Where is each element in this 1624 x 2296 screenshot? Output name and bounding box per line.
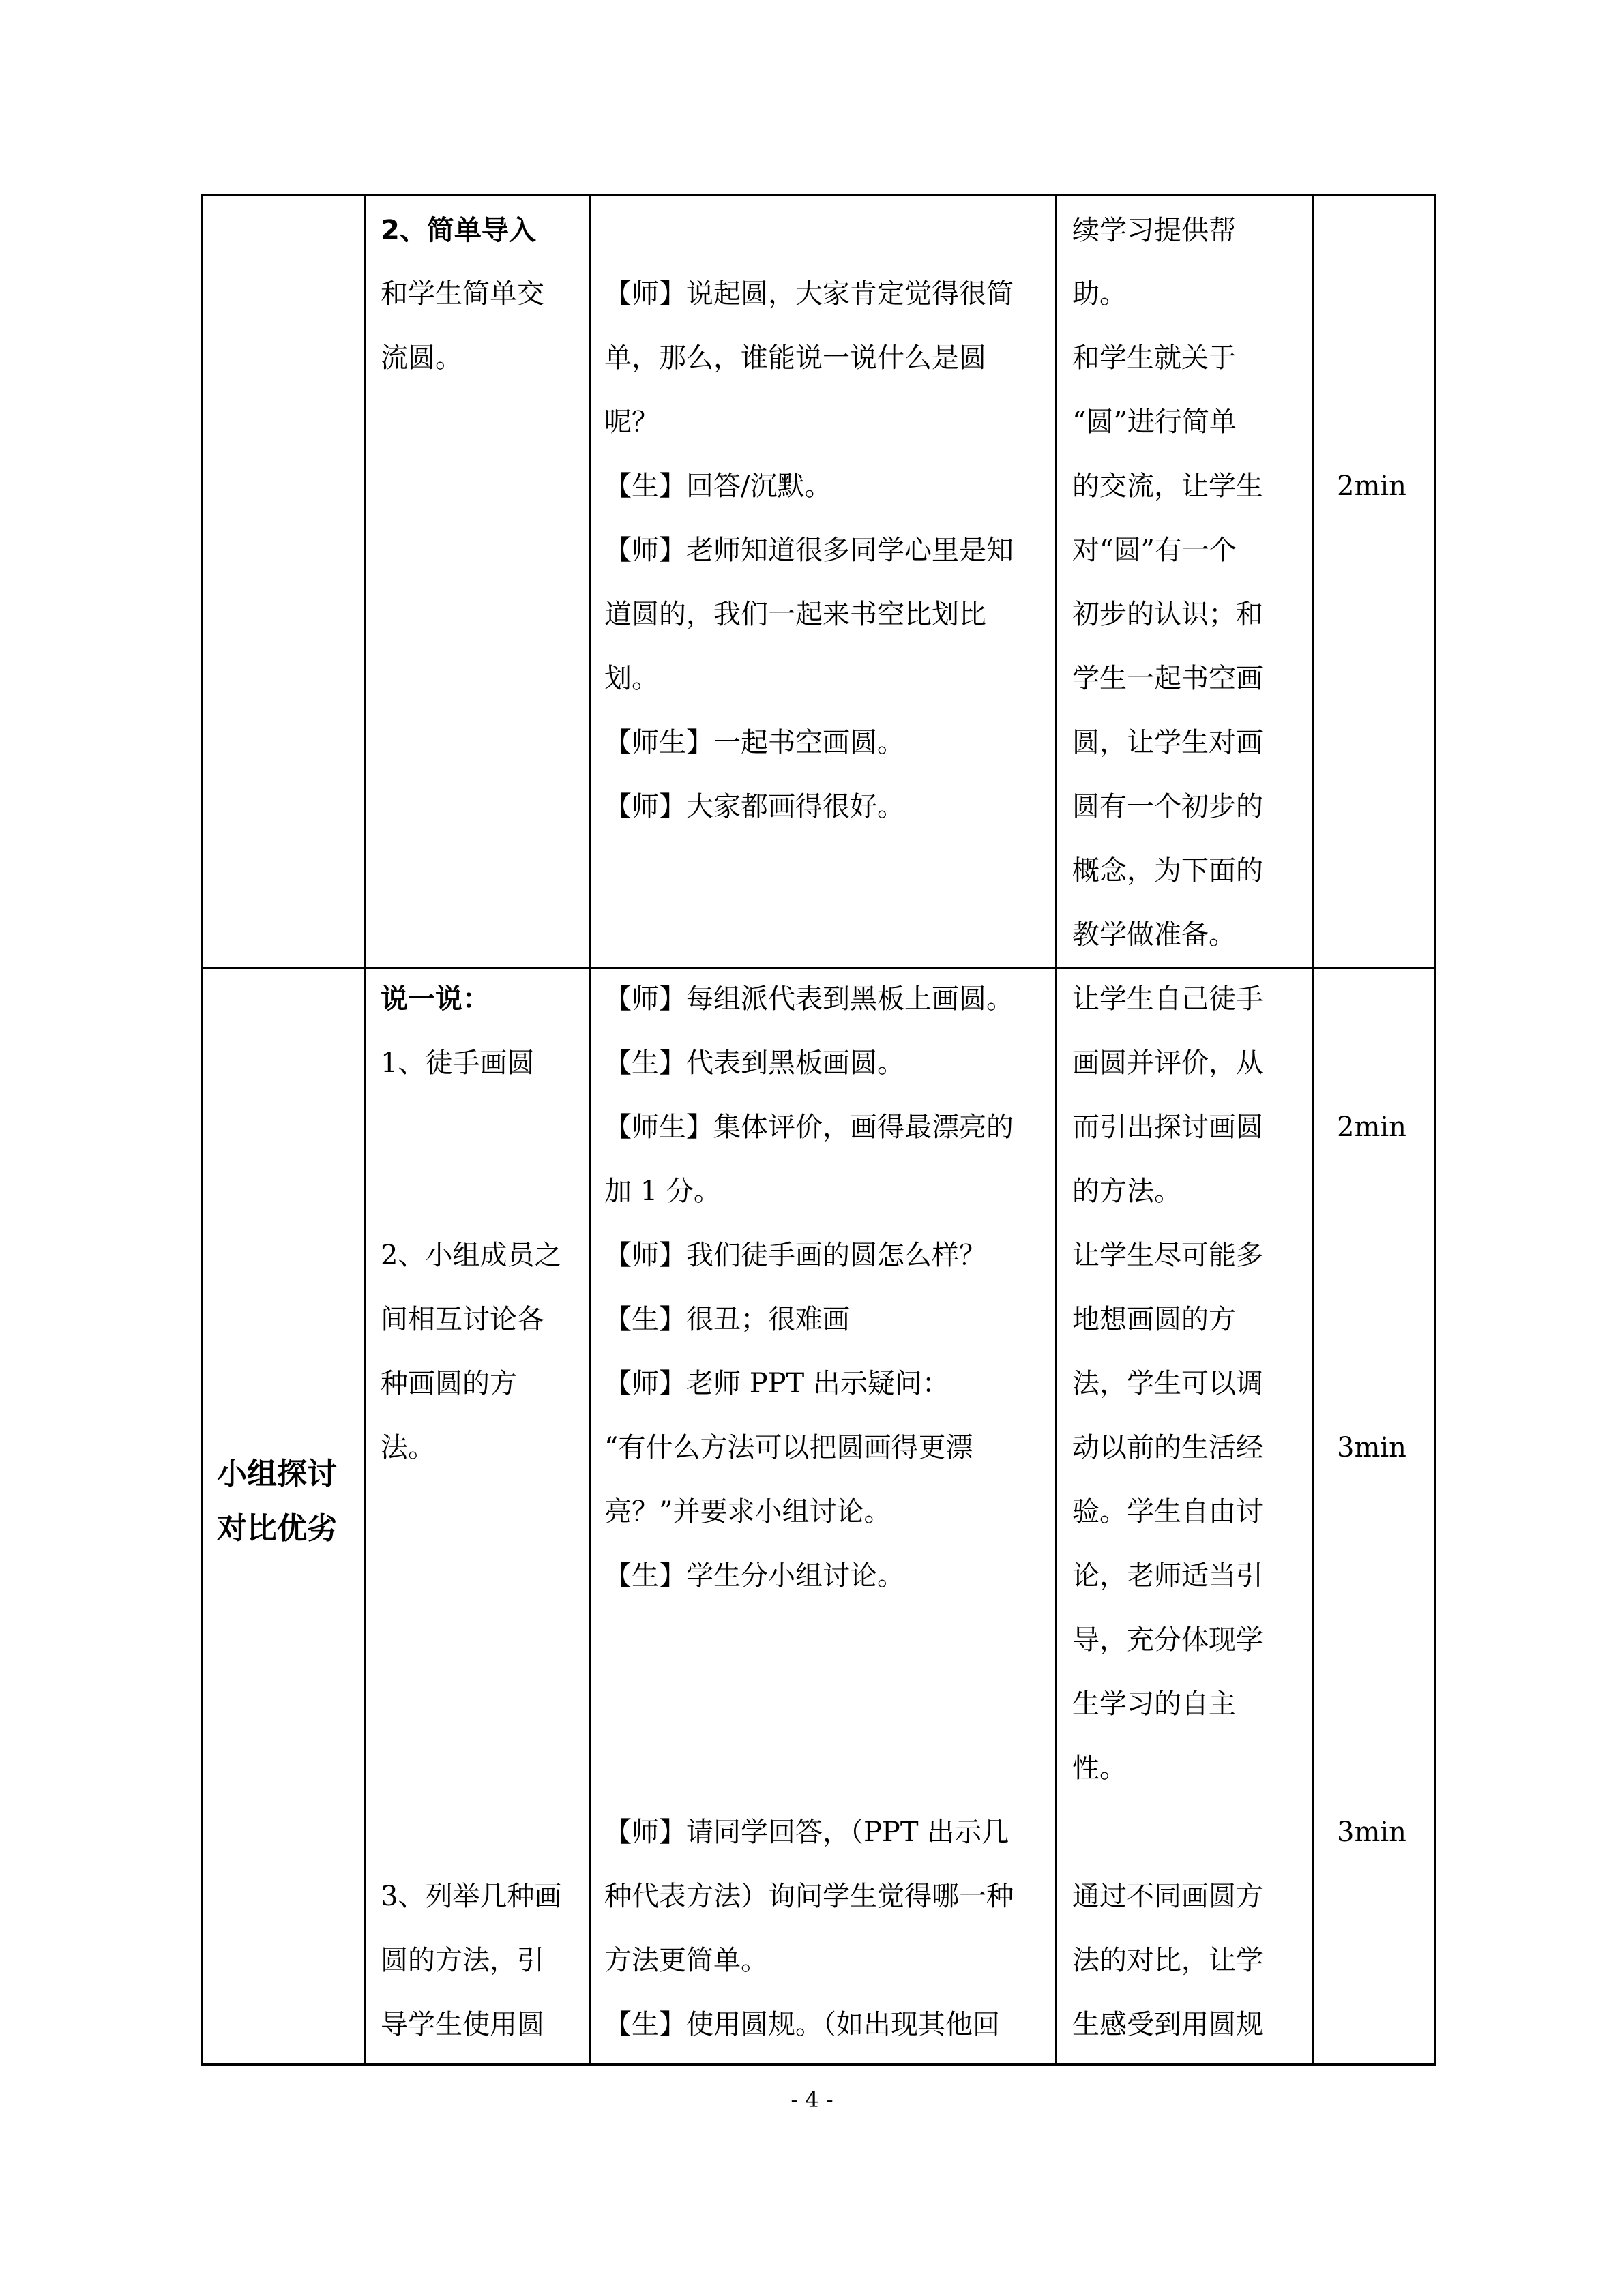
row2-intent-line: 通过不同画圆方 [1072, 1881, 1263, 1912]
row2-activity-line: 【生】学生分小组讨论。 [604, 1560, 904, 1592]
row1-activity-line: 【师生】一起书空画圆。 [604, 727, 904, 758]
row2-activity-line: 方法更简单。 [604, 1945, 768, 1976]
row1-time: 2min [1337, 471, 1406, 502]
row2-stage-line: 小组探讨 [217, 1457, 337, 1491]
row1-intent-line: 教学做准备。 [1072, 919, 1236, 951]
row1-content-title: 2、简单导入 [381, 215, 536, 246]
row1-intent-line: 对“圆”有一个 [1072, 535, 1237, 566]
row1-content-line: 流圆。 [381, 342, 462, 374]
table-border-bottom [201, 2063, 1436, 2066]
row1-intent-line: 的交流，让学生 [1072, 471, 1263, 502]
row2-activity-line: 【师】老师 PPT 出示疑问： [604, 1368, 949, 1399]
row1-activity-line: 呢？ [604, 406, 659, 438]
row2-content-title: 说一说： [381, 983, 490, 1015]
row2-activity-line: 亮？”并要求小组讨论。 [604, 1496, 891, 1527]
row2-content-line: 1、徒手画圆 [381, 1047, 535, 1079]
row2-activity-line: 【师】请同学回答，（PPT 出示几 [604, 1817, 1009, 1848]
row1-activity-line: 【师】大家都画得很好。 [604, 791, 904, 822]
row1-intent-line: 圆，让学生对画 [1072, 727, 1263, 758]
table-border-left [201, 194, 203, 2066]
row2-content-line: 导学生使用圆 [381, 2009, 544, 2040]
row2-activity-line: 【生】使用圆规。（如出现其他回 [604, 2009, 1000, 2040]
row2-activity-line: 【生】很丑；很难画 [604, 1304, 850, 1335]
row2-intent-line: 论，老师适当引 [1072, 1560, 1263, 1592]
row1-activity-line: 【生】回答/沉默。 [604, 471, 832, 502]
row1-content-line: 和学生简单交 [381, 278, 544, 310]
row2-activity-line: “有什么方法可以把圆画得更漂 [604, 1432, 973, 1463]
row2-time: 3min [1337, 1817, 1406, 1848]
row1-intent-line: 学生一起书空画 [1072, 663, 1263, 694]
row2-activity-line: 加 1 分。 [604, 1176, 721, 1207]
row2-intent-line: 法，学生可以调 [1072, 1368, 1263, 1399]
table-col-divider-2 [589, 194, 591, 2066]
row2-content-line: 种画圆的方 [381, 1368, 517, 1399]
row2-intent-line: 动以前的生活经 [1072, 1432, 1263, 1463]
row2-intent-line: 生感受到用圆规 [1072, 2009, 1263, 2040]
row2-intent-line: 让学生尽可能多 [1072, 1240, 1263, 1271]
row2-content-line: 间相互讨论各 [381, 1304, 544, 1335]
row1-activity-line: 单，那么，谁能说一说什么是圆 [604, 342, 986, 374]
row2-time: 2min [1337, 1112, 1406, 1143]
row1-activity-line: 道圆的，我们一起来书空比划比 [604, 599, 986, 630]
row2-stage-line: 对比优劣 [217, 1511, 337, 1546]
row1-intent-line: 圆有一个初步的 [1072, 791, 1263, 822]
row2-activity-line: 种代表方法）询问学生觉得哪一种 [604, 1881, 1014, 1912]
row2-activity-line: 【师生】集体评价，画得最漂亮的 [604, 1112, 1014, 1143]
row1-activity-line: 【师】说起圆，大家肯定觉得很简 [604, 278, 1014, 310]
row2-intent-line: 地想画圆的方 [1072, 1304, 1236, 1335]
row1-intent-line: 助。 [1072, 278, 1127, 310]
row1-intent-line: 概念，为下面的 [1072, 855, 1263, 886]
row2-intent-line: 导，充分体现学 [1072, 1624, 1263, 1656]
row2-intent-line: 生学习的自主 [1072, 1688, 1236, 1720]
row2-time: 3min [1337, 1432, 1406, 1463]
row2-activity-line: 【生】代表到黑板画圆。 [604, 1047, 904, 1079]
row2-activity-line: 【师】每组派代表到黑板上画圆。 [604, 983, 1014, 1015]
row2-intent-line: 让学生自己徒手 [1072, 983, 1263, 1015]
row2-content-line: 法。 [381, 1432, 435, 1463]
row1-intent-line: 续学习提供帮 [1072, 215, 1236, 246]
table-col-divider-3 [1055, 194, 1057, 2066]
row1-intent-line: 和学生就关于 [1072, 342, 1236, 374]
row1-intent-line: “圆”进行简单 [1072, 406, 1237, 438]
row2-intent-line: 法的对比，让学 [1072, 1945, 1263, 1976]
row2-intent-line: 性。 [1072, 1753, 1127, 1784]
row2-content-line: 3、列举几种画 [381, 1881, 562, 1912]
row2-intent-line: 验。学生自由讨 [1072, 1496, 1263, 1527]
table-col-divider-4 [1312, 194, 1314, 2066]
row2-intent-line: 而引出探讨画圆 [1072, 1112, 1263, 1143]
row2-intent-line: 的方法。 [1072, 1176, 1181, 1207]
row1-activity-line: 【师】老师知道很多同学心里是知 [604, 535, 1014, 566]
row2-intent-line: 画圆并评价，从 [1072, 1047, 1263, 1079]
page-number: - 4 - [791, 2087, 833, 2113]
row1-intent-line: 初步的认识；和 [1072, 599, 1263, 630]
row2-content-line: 圆的方法，引 [381, 1945, 544, 1976]
table-border-right [1434, 194, 1436, 2066]
row2-activity-line: 【师】我们徒手画的圆怎么样？ [604, 1240, 986, 1271]
row2-content-line: 2、小组成员之 [381, 1240, 562, 1271]
table-border-top [201, 194, 1436, 196]
table-col-divider-1 [364, 194, 366, 2066]
row1-activity-line: 划。 [604, 663, 659, 694]
table-row-divider [201, 967, 1436, 969]
